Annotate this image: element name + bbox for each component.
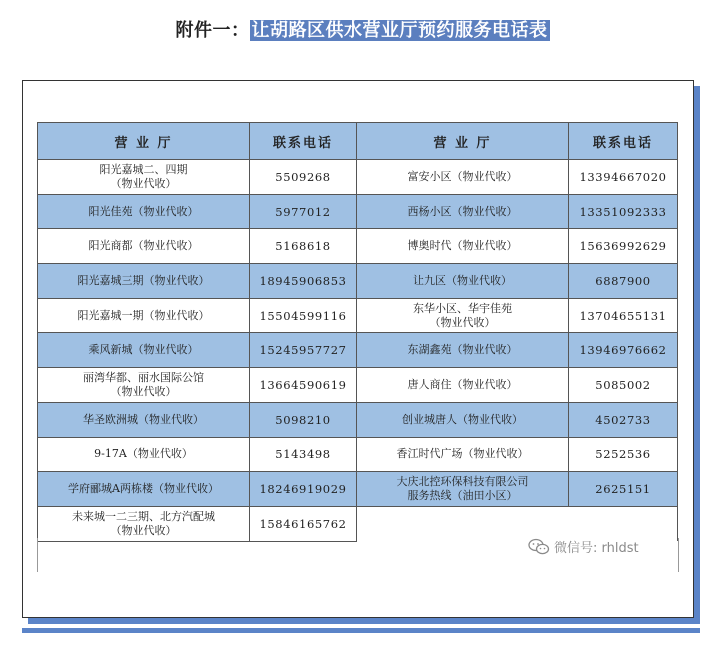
hall-name-left: 丽湾华都、丽水国际公馆 （物业代收） (38, 368, 250, 403)
hall-name-left: 阳光嘉城三期（物业代收） (38, 264, 250, 299)
phone-left: 15846165762 (250, 506, 357, 541)
phone-right (569, 506, 678, 541)
table-row (38, 506, 678, 541)
phone-left: 5509268 (250, 160, 357, 195)
phone-right: 13394667020 (569, 160, 678, 195)
phone-right: 5252536 (569, 437, 678, 472)
table-row (38, 437, 678, 472)
hall-name-left: 华圣欧洲城（物业代收） (38, 402, 250, 437)
hall-name-left: 阳光嘉城一期（物业代收） (38, 298, 250, 333)
table-row (38, 194, 678, 229)
hall-name-left: 阳光佳苑（物业代收） (38, 194, 250, 229)
table-row (38, 229, 678, 264)
hall-name-right: 东华小区、华宇佳苑 （物业代收） (357, 298, 569, 333)
phone-right: 4502733 (569, 402, 678, 437)
hall-name-right: 香江时代广场（物业代收） (357, 437, 569, 472)
hall-name-right (357, 506, 569, 541)
hall-name-left: 学府郦城A两栋楼（物业代收） (38, 472, 250, 507)
table-row (38, 333, 678, 368)
table-row (38, 298, 678, 333)
phone-left: 15245957727 (250, 333, 357, 368)
hall-name-right: 富安小区（物业代收） (357, 160, 569, 195)
hall-name-right: 大庆北控环保科技有限公司 服务热线（油田小区） (357, 472, 569, 507)
phone-left: 18945906853 (250, 264, 357, 299)
phone-right: 13351092333 (569, 194, 678, 229)
hall-name-right: 让九区（物业代收） (357, 264, 569, 299)
service-phone-table (37, 122, 678, 542)
header-phone-left: 联系电话 (250, 123, 357, 160)
table-row (38, 160, 678, 195)
table-row (38, 402, 678, 437)
hall-name-left: 9-17A（物业代收） (38, 437, 250, 472)
phone-right: 2625151 (569, 472, 678, 507)
header-hall-right: 营 业 厅 (357, 123, 569, 160)
phone-right: 5085002 (569, 368, 678, 403)
hall-name-left: 阳光嘉城二、四期 （物业代收） (38, 160, 250, 195)
phone-left: 5168618 (250, 229, 357, 264)
header-phone-right: 联系电话 (569, 123, 678, 160)
bottom-accent-bar (22, 628, 700, 633)
phone-right: 13704655131 (569, 298, 678, 333)
watermark-text: 微信号: rhldst (554, 541, 639, 556)
hall-name-left: 阳光商都（物业代收） (38, 229, 250, 264)
table-row (38, 472, 678, 507)
page-title (0, 16, 725, 42)
phone-left: 13664590619 (250, 368, 357, 403)
hall-name-left: 未来城一二三期、北方汽配城 （物业代收） (38, 506, 250, 541)
phone-left: 5143498 (250, 437, 357, 472)
hall-name-right: 西杨小区（物业代收） (357, 194, 569, 229)
table-header-row (38, 123, 678, 160)
phone-left: 5098210 (250, 402, 357, 437)
header-hall-left: 营 业 厅 (38, 123, 250, 160)
phone-right: 6887900 (569, 264, 678, 299)
title-prefix: 附件一： (175, 20, 250, 41)
wechat-icon (528, 538, 550, 556)
phone-left: 15504599116 (250, 298, 357, 333)
table-row (38, 368, 678, 403)
table-row (38, 264, 678, 299)
hall-name-right: 博奥时代（物业代收） (357, 229, 569, 264)
hall-name-left: 乘风新城（物业代收） (38, 333, 250, 368)
phone-left: 18246919029 (250, 472, 357, 507)
hall-name-right: 东湖鑫苑（物业代收） (357, 333, 569, 368)
hall-name-right: 唐人商住（物业代收） (357, 368, 569, 403)
title-highlight: 让胡路区供水营业厅预约服务电话表 (251, 20, 548, 41)
phone-right: 13946976662 (569, 333, 678, 368)
watermark (528, 537, 639, 556)
phone-right: 15636992629 (569, 229, 678, 264)
phone-left: 5977012 (250, 194, 357, 229)
hall-name-right: 创业城唐人（物业代收） (357, 402, 569, 437)
